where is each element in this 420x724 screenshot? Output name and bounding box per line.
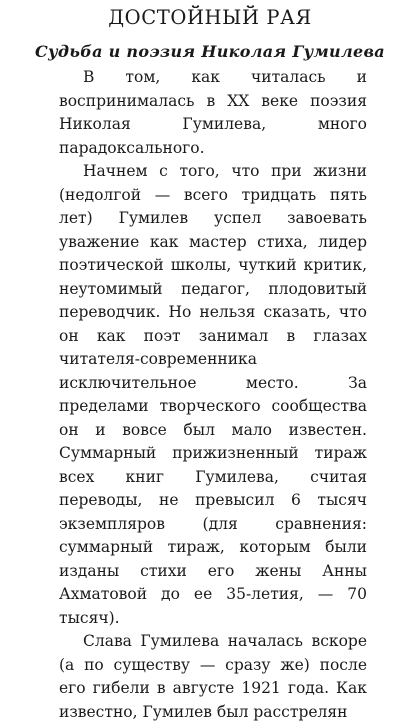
chapter-title: ДОСТОЙНЫЙ РАЯ (108, 6, 312, 29)
chapter-subtitle: Судьба и поэзия Николая Гумилева (35, 42, 385, 61)
paragraph-2: Начнем с того, что при жизни (недолгой — всего тридцать пять лет) Гумилев успел завоевать уважение как мастер стиха, лидер поэтической школы, чуткий критик, неутомимый педагог, плодовитый переводчик. Но нельзя сказать, что он как поэт занимал в глазах читателя-современника исключительное место. За пределами творческого сообщества он и вовсе был мало известен. Суммарный прижизненный тираж всех книг Гумилева, считая переводы, не превысил 6 тысяч экземпляров (для сравнения: суммарный тираж, которым были изданы стихи его жены Анны Ахматовой до ее 35-летия, — 70 тысяч). (59, 162, 367, 627)
paragraph-3: Слава Гумилева началась вскоре (а по существу — сразу же) после его гибели в августе 1921 года. Как известно, Гумилев был расстрелян (59, 632, 367, 721)
body-text (59, 66, 367, 724)
paragraph-1: В том, как читалась и воспринималась в XX веке поэзия Николая Гумилева, много парадоксального. (59, 68, 367, 157)
